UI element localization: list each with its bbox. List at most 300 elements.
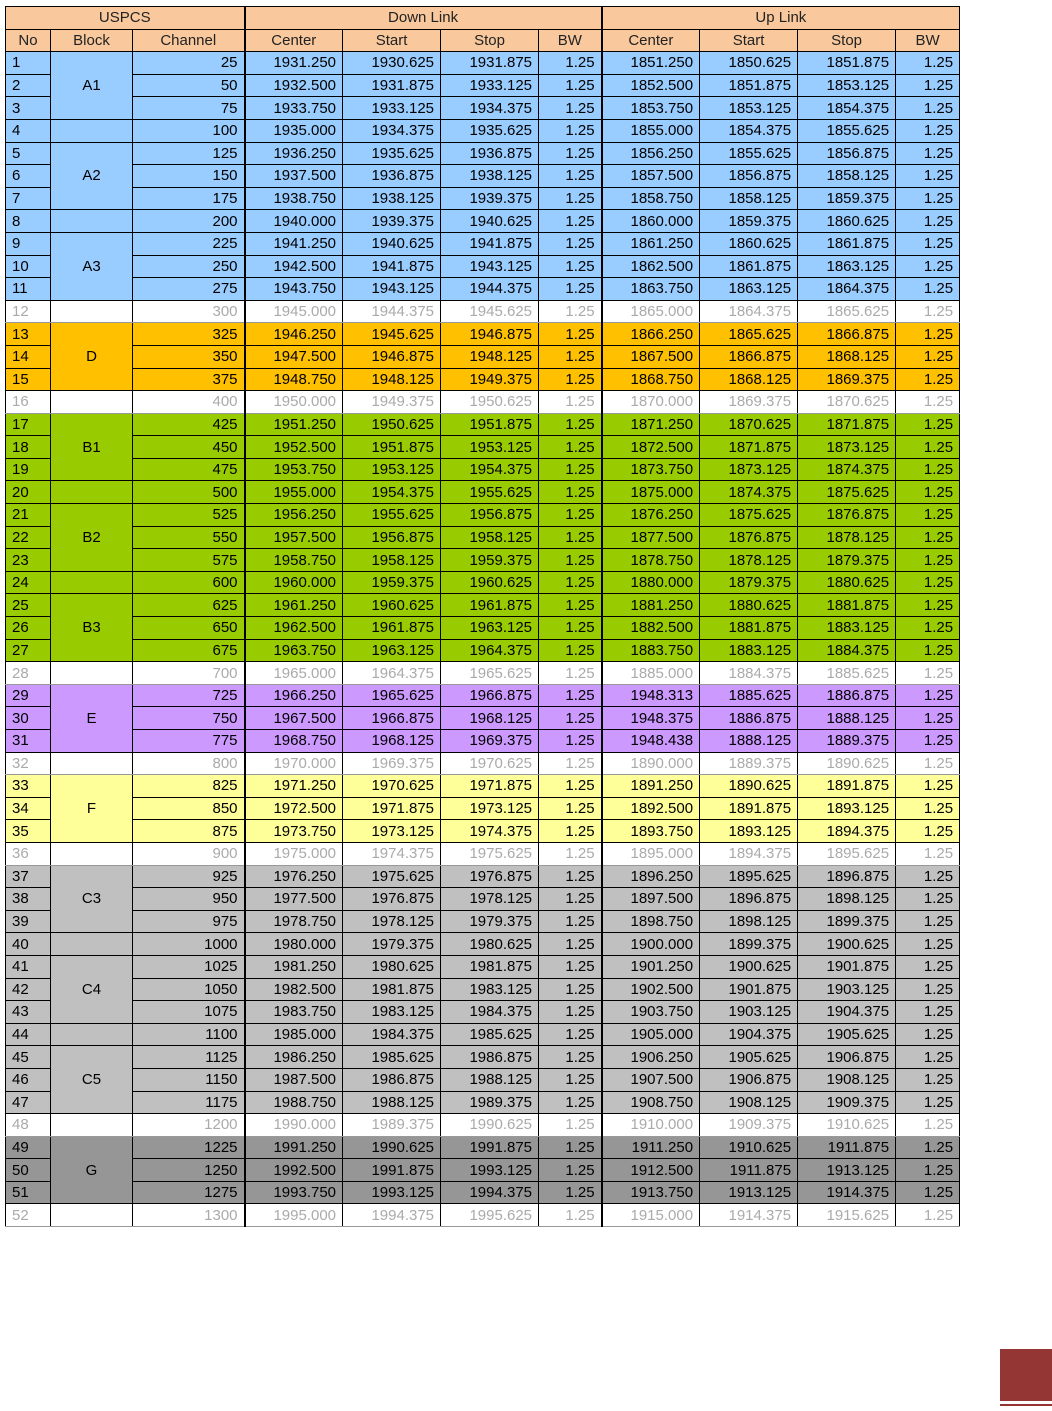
cell-no: 43 xyxy=(6,1001,51,1024)
cell-no: 33 xyxy=(6,775,51,798)
table-body xyxy=(6,52,960,1227)
cell-up-stop: 1913.125 xyxy=(798,1159,896,1182)
cell-up-bw: 1.25 xyxy=(896,255,960,278)
cell-down-stop: 1991.875 xyxy=(441,1136,539,1159)
cell-down-start: 1981.875 xyxy=(343,978,441,1001)
cell-down-stop: 1956.875 xyxy=(441,504,539,527)
cell-channel: 400 xyxy=(133,391,245,414)
cell-no: 12 xyxy=(6,300,51,323)
cell-channel: 25 xyxy=(133,52,245,75)
cell-down-start: 1974.375 xyxy=(343,842,441,865)
cell-up-center: 1902.500 xyxy=(602,978,700,1001)
cell-up-center: 1872.500 xyxy=(602,436,700,459)
cell-down-bw: 1.25 xyxy=(539,639,602,662)
cell-down-bw: 1.25 xyxy=(539,278,602,301)
cell-down-bw: 1.25 xyxy=(539,1114,602,1137)
cell-no: 49 xyxy=(6,1136,51,1159)
cell-down-stop: 1938.125 xyxy=(441,165,539,188)
table-row xyxy=(6,775,960,798)
cell-down-start: 1945.625 xyxy=(343,323,441,346)
cell-down-center: 1951.250 xyxy=(245,413,343,436)
cell-down-stop: 1940.625 xyxy=(441,210,539,233)
cell-down-bw: 1.25 xyxy=(539,300,602,323)
cell-down-start: 1993.125 xyxy=(343,1181,441,1204)
cell-up-bw: 1.25 xyxy=(896,684,960,707)
cell-up-stop: 1908.125 xyxy=(798,1068,896,1091)
cell-channel: 325 xyxy=(133,323,245,346)
cell-down-stop: 1971.875 xyxy=(441,775,539,798)
table-row xyxy=(6,684,960,707)
cell-channel: 850 xyxy=(133,797,245,820)
cell-up-stop: 1905.625 xyxy=(798,1023,896,1046)
cell-channel: 800 xyxy=(133,752,245,775)
table-row xyxy=(6,1136,960,1159)
cell-up-center: 1865.000 xyxy=(602,300,700,323)
cell-up-start: 1874.375 xyxy=(700,481,798,504)
cell-up-start: 1913.125 xyxy=(700,1181,798,1204)
cell-down-bw: 1.25 xyxy=(539,345,602,368)
cell-down-center: 1955.000 xyxy=(245,481,343,504)
cell-down-bw: 1.25 xyxy=(539,684,602,707)
cell-up-bw: 1.25 xyxy=(896,368,960,391)
cell-block xyxy=(51,933,133,956)
cell-down-bw: 1.25 xyxy=(539,97,602,120)
cell-up-start: 1856.875 xyxy=(700,165,798,188)
cell-block xyxy=(51,300,133,323)
cell-up-bw: 1.25 xyxy=(896,888,960,911)
cell-down-start: 1931.875 xyxy=(343,74,441,97)
column-header-up-stop: Stop xyxy=(798,29,896,52)
cell-down-bw: 1.25 xyxy=(539,1023,602,1046)
cell-down-stop: 1944.375 xyxy=(441,278,539,301)
cell-down-stop: 1935.625 xyxy=(441,119,539,142)
cell-up-start: 1850.625 xyxy=(700,52,798,75)
cell-up-stop: 1856.875 xyxy=(798,142,896,165)
cell-down-stop: 1951.875 xyxy=(441,413,539,436)
cell-channel: 100 xyxy=(133,119,245,142)
cell-up-bw: 1.25 xyxy=(896,97,960,120)
cell-up-start: 1879.375 xyxy=(700,571,798,594)
cell-block xyxy=(51,1204,133,1227)
cell-down-stop: 1931.875 xyxy=(441,52,539,75)
cell-up-stop: 1876.875 xyxy=(798,504,896,527)
cell-down-start: 1975.625 xyxy=(343,865,441,888)
cell-down-stop: 1979.375 xyxy=(441,910,539,933)
cell-down-center: 1986.250 xyxy=(245,1046,343,1069)
cell-channel: 1125 xyxy=(133,1046,245,1069)
cell-up-center: 1866.250 xyxy=(602,323,700,346)
cell-up-start: 1911.875 xyxy=(700,1159,798,1182)
cell-down-center: 1970.000 xyxy=(245,752,343,775)
cell-up-bw: 1.25 xyxy=(896,978,960,1001)
cell-down-stop: 1985.625 xyxy=(441,1023,539,1046)
cell-up-center: 1876.250 xyxy=(602,504,700,527)
cell-down-bw: 1.25 xyxy=(539,368,602,391)
cell-up-stop: 1890.625 xyxy=(798,752,896,775)
table-row xyxy=(6,1068,960,1091)
cell-up-stop: 1895.625 xyxy=(798,842,896,865)
table-row xyxy=(6,571,960,594)
cell-down-start: 1940.625 xyxy=(343,232,441,255)
cell-channel: 600 xyxy=(133,571,245,594)
cell-up-start: 1896.875 xyxy=(700,888,798,911)
cell-up-bw: 1.25 xyxy=(896,187,960,210)
cell-no: 50 xyxy=(6,1159,51,1182)
cell-up-start: 1873.125 xyxy=(700,458,798,481)
cell-up-center: 1862.500 xyxy=(602,255,700,278)
cell-block xyxy=(51,752,133,775)
table-row xyxy=(6,955,960,978)
cell-up-bw: 1.25 xyxy=(896,52,960,75)
cell-channel: 250 xyxy=(133,255,245,278)
cell-down-start: 1956.875 xyxy=(343,526,441,549)
cell-down-center: 1961.250 xyxy=(245,594,343,617)
cell-up-start: 1908.125 xyxy=(700,1091,798,1114)
cell-up-start: 1860.625 xyxy=(700,232,798,255)
table-row xyxy=(6,707,960,730)
cell-no: 15 xyxy=(6,368,51,391)
cell-down-center: 1977.500 xyxy=(245,888,343,911)
cell-down-bw: 1.25 xyxy=(539,1136,602,1159)
cell-down-stop: 1948.125 xyxy=(441,345,539,368)
cell-up-center: 1855.000 xyxy=(602,119,700,142)
cell-up-bw: 1.25 xyxy=(896,413,960,436)
cell-up-stop: 1909.375 xyxy=(798,1091,896,1114)
cell-up-stop: 1881.875 xyxy=(798,594,896,617)
cell-down-center: 1962.500 xyxy=(245,617,343,640)
cell-channel: 900 xyxy=(133,842,245,865)
cell-channel: 1175 xyxy=(133,1091,245,1114)
cell-no: 20 xyxy=(6,481,51,504)
cell-no: 18 xyxy=(6,436,51,459)
cell-down-stop: 1933.125 xyxy=(441,74,539,97)
cell-down-stop: 1945.625 xyxy=(441,300,539,323)
cell-up-start: 1889.375 xyxy=(700,752,798,775)
cell-block xyxy=(51,119,133,142)
cell-up-start: 1895.625 xyxy=(700,865,798,888)
cell-down-bw: 1.25 xyxy=(539,1046,602,1069)
cell-channel: 500 xyxy=(133,481,245,504)
cell-channel: 1250 xyxy=(133,1159,245,1182)
cell-up-center: 1895.000 xyxy=(602,842,700,865)
table-row xyxy=(6,1114,960,1137)
cell-up-center: 1863.750 xyxy=(602,278,700,301)
cell-channel: 750 xyxy=(133,707,245,730)
cell-up-start: 1880.625 xyxy=(700,594,798,617)
cell-down-center: 1950.000 xyxy=(245,391,343,414)
cell-down-stop: 1969.375 xyxy=(441,730,539,753)
cell-down-center: 1937.500 xyxy=(245,165,343,188)
cell-up-stop: 1858.125 xyxy=(798,165,896,188)
cell-down-start: 1951.875 xyxy=(343,436,441,459)
table-row xyxy=(6,255,960,278)
cell-down-bw: 1.25 xyxy=(539,1068,602,1091)
cell-up-start: 1905.625 xyxy=(700,1046,798,1069)
cell-block xyxy=(51,481,133,504)
cell-up-stop: 1910.625 xyxy=(798,1114,896,1137)
cell-down-bw: 1.25 xyxy=(539,549,602,572)
cell-no: 32 xyxy=(6,752,51,775)
cell-channel: 1050 xyxy=(133,978,245,1001)
column-header-up-start: Start xyxy=(700,29,798,52)
cell-up-start: 1864.375 xyxy=(700,300,798,323)
cell-up-stop: 1901.875 xyxy=(798,955,896,978)
table-row xyxy=(6,210,960,233)
cell-no: 39 xyxy=(6,910,51,933)
cell-down-center: 1995.000 xyxy=(245,1204,343,1227)
cell-down-bw: 1.25 xyxy=(539,1091,602,1114)
cell-no: 16 xyxy=(6,391,51,414)
cell-down-center: 1933.750 xyxy=(245,97,343,120)
cell-up-stop: 1869.375 xyxy=(798,368,896,391)
cell-up-bw: 1.25 xyxy=(896,436,960,459)
cell-up-start: 1868.125 xyxy=(700,368,798,391)
cell-no: 47 xyxy=(6,1091,51,1114)
channel-table xyxy=(5,6,960,1227)
cell-channel: 300 xyxy=(133,300,245,323)
cell-down-start: 1990.625 xyxy=(343,1136,441,1159)
cell-up-stop: 1865.625 xyxy=(798,300,896,323)
cell-down-start: 1935.625 xyxy=(343,142,441,165)
table-row xyxy=(6,842,960,865)
table-row xyxy=(6,1046,960,1069)
cell-down-bw: 1.25 xyxy=(539,481,602,504)
cell-down-center: 1966.250 xyxy=(245,684,343,707)
cell-no: 35 xyxy=(6,820,51,843)
cell-up-start: 1876.875 xyxy=(700,526,798,549)
table-row xyxy=(6,910,960,933)
cell-down-start: 1971.875 xyxy=(343,797,441,820)
cell-down-center: 1982.500 xyxy=(245,978,343,1001)
cell-down-start: 1980.625 xyxy=(343,955,441,978)
cell-up-center: 1948.438 xyxy=(602,730,700,753)
cell-up-stop: 1866.875 xyxy=(798,323,896,346)
cell-down-center: 1993.750 xyxy=(245,1181,343,1204)
cell-down-bw: 1.25 xyxy=(539,165,602,188)
cell-down-start: 1958.125 xyxy=(343,549,441,572)
cell-down-stop: 1943.125 xyxy=(441,255,539,278)
cell-no: 46 xyxy=(6,1068,51,1091)
cell-channel: 175 xyxy=(133,187,245,210)
cell-block xyxy=(51,662,133,685)
cell-down-start: 1983.125 xyxy=(343,1001,441,1024)
cell-down-stop: 1984.375 xyxy=(441,1001,539,1024)
table-row xyxy=(6,97,960,120)
cell-no: 2 xyxy=(6,74,51,97)
cell-up-bw: 1.25 xyxy=(896,617,960,640)
cell-down-bw: 1.25 xyxy=(539,888,602,911)
cell-down-stop: 1959.375 xyxy=(441,549,539,572)
table-row xyxy=(6,165,960,188)
cell-down-start: 1961.875 xyxy=(343,617,441,640)
cell-up-center: 1870.000 xyxy=(602,391,700,414)
cell-up-stop: 1886.875 xyxy=(798,684,896,707)
cell-no: 22 xyxy=(6,526,51,549)
cell-down-center: 1952.500 xyxy=(245,436,343,459)
cell-down-stop: 1988.125 xyxy=(441,1068,539,1091)
cell-down-center: 1957.500 xyxy=(245,526,343,549)
cell-down-center: 1943.750 xyxy=(245,278,343,301)
column-header-up-center: Center xyxy=(602,29,700,52)
cell-up-center: 1915.000 xyxy=(602,1204,700,1227)
cell-channel: 375 xyxy=(133,368,245,391)
cell-no: 1 xyxy=(6,52,51,75)
cell-channel: 775 xyxy=(133,730,245,753)
cell-down-center: 1980.000 xyxy=(245,933,343,956)
cell-up-start: 1861.875 xyxy=(700,255,798,278)
cell-down-bw: 1.25 xyxy=(539,391,602,414)
cell-up-start: 1888.125 xyxy=(700,730,798,753)
cell-down-stop: 1950.625 xyxy=(441,391,539,414)
cell-no: 34 xyxy=(6,797,51,820)
cell-down-bw: 1.25 xyxy=(539,571,602,594)
cell-up-stop: 1864.375 xyxy=(798,278,896,301)
cell-down-start: 1976.875 xyxy=(343,888,441,911)
cell-up-stop: 1889.375 xyxy=(798,730,896,753)
cell-up-bw: 1.25 xyxy=(896,1136,960,1159)
cell-down-center: 1981.250 xyxy=(245,955,343,978)
cell-down-bw: 1.25 xyxy=(539,955,602,978)
cell-up-start: 1853.125 xyxy=(700,97,798,120)
cell-down-bw: 1.25 xyxy=(539,255,602,278)
cell-no: 6 xyxy=(6,165,51,188)
cell-up-center: 1905.000 xyxy=(602,1023,700,1046)
cell-up-center: 1868.750 xyxy=(602,368,700,391)
cell-up-center: 1853.750 xyxy=(602,97,700,120)
cell-channel: 125 xyxy=(133,142,245,165)
cell-down-start: 1936.875 xyxy=(343,165,441,188)
cell-down-start: 1969.375 xyxy=(343,752,441,775)
cell-down-center: 1936.250 xyxy=(245,142,343,165)
cell-channel: 1025 xyxy=(133,955,245,978)
cell-no: 40 xyxy=(6,933,51,956)
cell-up-center: 1900.000 xyxy=(602,933,700,956)
table-row xyxy=(6,436,960,459)
cell-up-bw: 1.25 xyxy=(896,1068,960,1091)
cell-no: 4 xyxy=(6,119,51,142)
cell-block: F xyxy=(51,775,133,843)
cell-channel: 475 xyxy=(133,458,245,481)
cell-up-bw: 1.25 xyxy=(896,504,960,527)
cell-no: 26 xyxy=(6,617,51,640)
cell-up-stop: 1899.375 xyxy=(798,910,896,933)
table-row xyxy=(6,391,960,414)
cell-up-center: 1877.500 xyxy=(602,526,700,549)
cell-down-bw: 1.25 xyxy=(539,775,602,798)
cell-up-start: 1870.625 xyxy=(700,413,798,436)
cell-down-center: 1990.000 xyxy=(245,1114,343,1137)
cell-down-stop: 1990.625 xyxy=(441,1114,539,1137)
cell-channel: 975 xyxy=(133,910,245,933)
cell-down-stop: 1949.375 xyxy=(441,368,539,391)
cell-no: 19 xyxy=(6,458,51,481)
table-row xyxy=(6,617,960,640)
cell-down-stop: 1981.875 xyxy=(441,955,539,978)
cell-up-bw: 1.25 xyxy=(896,1001,960,1024)
cell-block: G xyxy=(51,1136,133,1204)
column-header-down-bw: BW xyxy=(539,29,602,52)
table-row xyxy=(6,278,960,301)
column-header-up-bw: BW xyxy=(896,29,960,52)
cell-block: B2 xyxy=(51,504,133,572)
cell-down-center: 1983.750 xyxy=(245,1001,343,1024)
cell-up-center: 1856.250 xyxy=(602,142,700,165)
cell-down-center: 1975.000 xyxy=(245,842,343,865)
column-header-block: Block xyxy=(51,29,133,52)
cell-down-center: 1938.750 xyxy=(245,187,343,210)
cell-up-start: 1865.625 xyxy=(700,323,798,346)
cell-down-start: 1953.125 xyxy=(343,458,441,481)
cell-up-start: 1855.625 xyxy=(700,142,798,165)
cell-down-center: 1947.500 xyxy=(245,345,343,368)
cell-down-bw: 1.25 xyxy=(539,820,602,843)
cell-down-start: 1985.625 xyxy=(343,1046,441,1069)
cell-up-bw: 1.25 xyxy=(896,458,960,481)
cell-no: 29 xyxy=(6,684,51,707)
cell-down-stop: 1980.625 xyxy=(441,933,539,956)
cell-up-bw: 1.25 xyxy=(896,391,960,414)
cell-no: 41 xyxy=(6,955,51,978)
cell-no: 48 xyxy=(6,1114,51,1137)
cell-up-center: 1881.250 xyxy=(602,594,700,617)
column-header-down-center: Center xyxy=(245,29,343,52)
cell-channel: 150 xyxy=(133,165,245,188)
cell-down-center: 1988.750 xyxy=(245,1091,343,1114)
cell-down-stop: 1958.125 xyxy=(441,526,539,549)
cell-down-stop: 1993.125 xyxy=(441,1159,539,1182)
cell-up-stop: 1884.375 xyxy=(798,639,896,662)
cell-up-center: 1901.250 xyxy=(602,955,700,978)
cell-up-bw: 1.25 xyxy=(896,865,960,888)
cell-down-stop: 1966.875 xyxy=(441,684,539,707)
cell-down-center: 1956.250 xyxy=(245,504,343,527)
table-row xyxy=(6,368,960,391)
cell-channel: 200 xyxy=(133,210,245,233)
cell-channel: 1000 xyxy=(133,933,245,956)
column-header-no: No xyxy=(6,29,51,52)
cell-down-start: 1943.125 xyxy=(343,278,441,301)
cell-down-center: 1946.250 xyxy=(245,323,343,346)
cell-up-bw: 1.25 xyxy=(896,933,960,956)
cell-down-stop: 1939.375 xyxy=(441,187,539,210)
cell-down-start: 1955.625 xyxy=(343,504,441,527)
cell-up-center: 1948.375 xyxy=(602,707,700,730)
cell-up-bw: 1.25 xyxy=(896,74,960,97)
cell-down-center: 1985.000 xyxy=(245,1023,343,1046)
cell-down-stop: 1970.625 xyxy=(441,752,539,775)
cell-up-center: 1948.313 xyxy=(602,684,700,707)
cell-down-center: 1945.000 xyxy=(245,300,343,323)
cell-down-bw: 1.25 xyxy=(539,526,602,549)
cell-channel: 225 xyxy=(133,232,245,255)
cell-up-center: 1890.000 xyxy=(602,752,700,775)
cell-up-stop: 1859.375 xyxy=(798,187,896,210)
cell-no: 3 xyxy=(6,97,51,120)
group-header-up-link: Up Link xyxy=(602,7,960,30)
cell-up-start: 1878.125 xyxy=(700,549,798,572)
cell-down-stop: 1995.625 xyxy=(441,1204,539,1227)
cell-no: 10 xyxy=(6,255,51,278)
cell-up-start: 1851.875 xyxy=(700,74,798,97)
table-row xyxy=(6,300,960,323)
cell-down-start: 1991.875 xyxy=(343,1159,441,1182)
cell-no: 17 xyxy=(6,413,51,436)
cell-down-bw: 1.25 xyxy=(539,1181,602,1204)
cell-down-center: 1960.000 xyxy=(245,571,343,594)
cell-up-center: 1878.750 xyxy=(602,549,700,572)
table-row xyxy=(6,413,960,436)
cell-down-start: 1933.125 xyxy=(343,97,441,120)
